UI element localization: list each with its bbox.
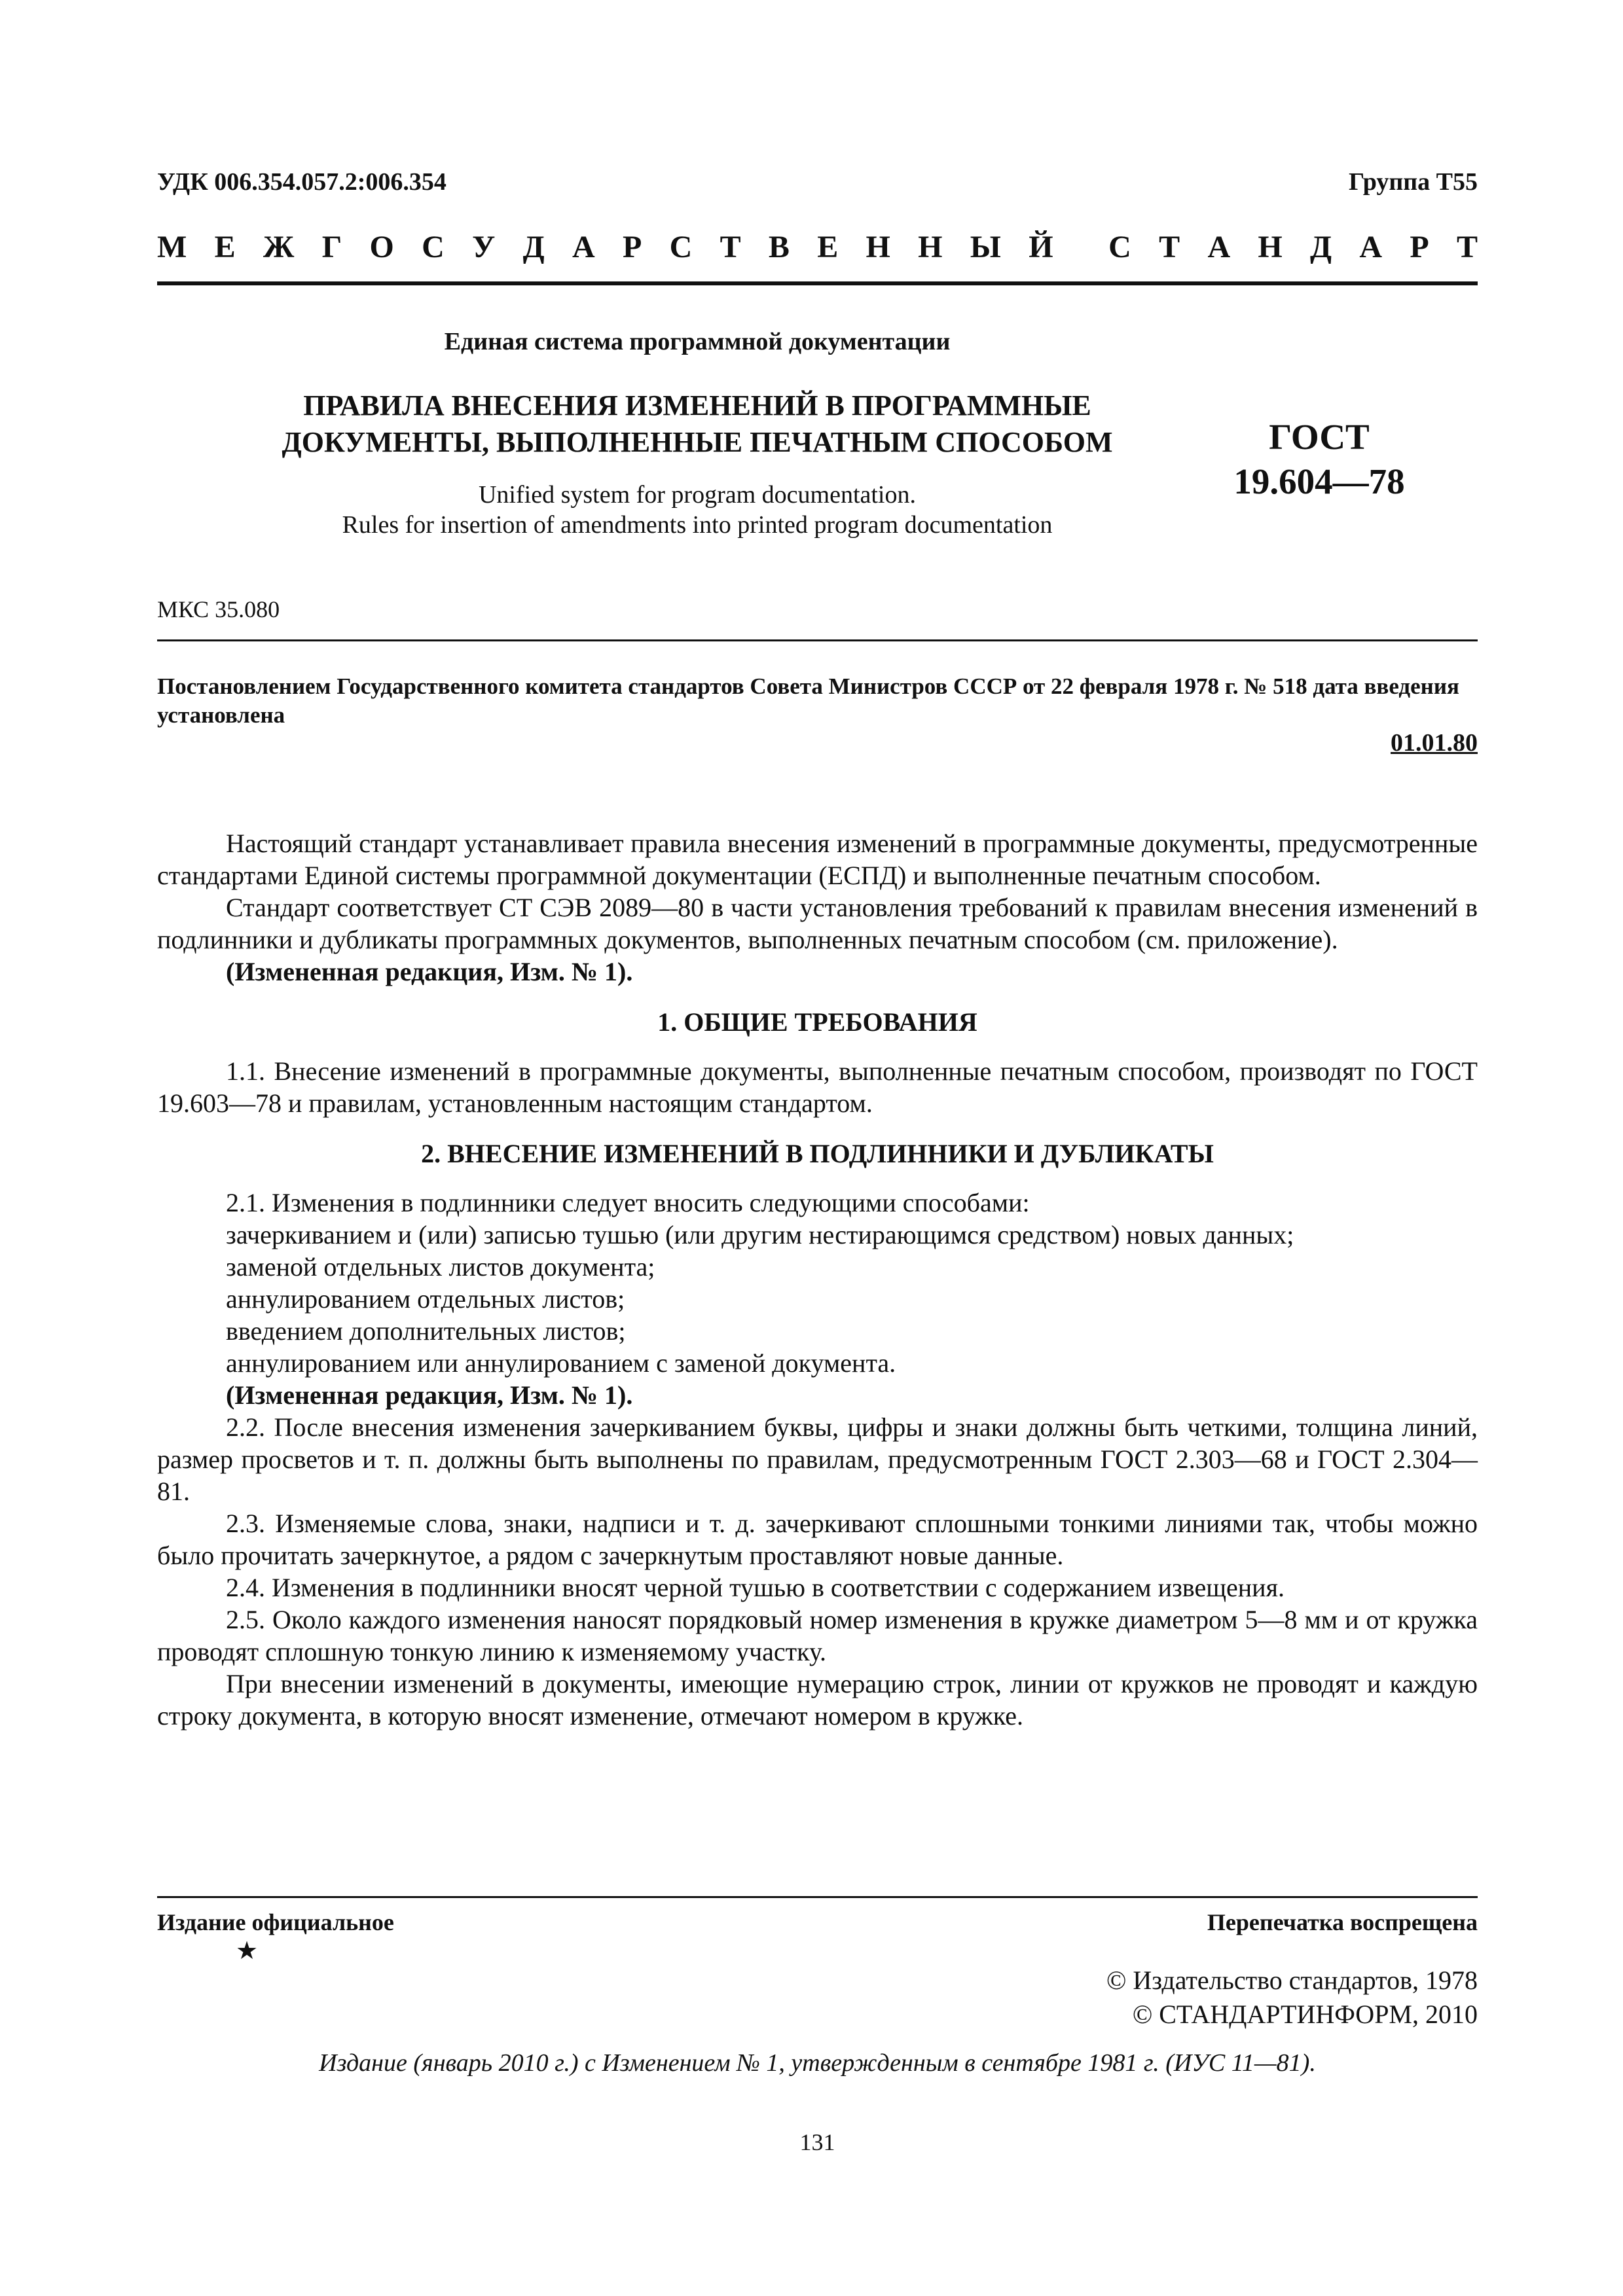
list-item: аннулированием отдельных листов; xyxy=(226,1284,625,1314)
clause-1-1: 1.1. Внесение изменений в программные документы, выполненные печатным способом, производят по ГОСТ 19.603—78 и правилам, установленным настоящим стандартом. xyxy=(157,1056,1478,1118)
page-number: 131 xyxy=(799,2129,835,2155)
heading-letter: Ы xyxy=(970,230,1001,264)
heading-letter: С xyxy=(669,230,693,264)
copyright-publisher: © Издательство стандартов, 1978 xyxy=(1106,1965,1478,1995)
mks-rule xyxy=(157,639,1478,641)
heading-letter: М xyxy=(157,230,187,264)
heading-letter: О xyxy=(369,230,394,264)
clause-2-2: 2.2. После внесения изменения зачеркиванием буквы, цифры и знаки должны быть четкими, толщина линий, размер просветов и т. п. должны быть выполнены по правилам, предусмотренным ГОСТ 2.303—68 и ГОСТ 2.304—81. xyxy=(157,1412,1478,1506)
heading-letter: Р xyxy=(1410,230,1429,264)
english-title-line-1: Unified system for program documentation. xyxy=(478,481,916,509)
introduction-date: 01.01.80 xyxy=(1391,729,1478,757)
clause-2-5-note: При внесении изменений в документы, имеющие нумерацию строк, линии от кружков не проводят и каждую строку документа, в которую вносят изменение, отмечают номером в кружке. xyxy=(157,1669,1478,1731)
english-title xyxy=(157,480,1237,540)
mks-code: МКС 35.080 xyxy=(157,596,280,622)
heading-letter: В xyxy=(768,230,790,264)
heading-letter: С xyxy=(422,230,445,264)
list-item: зачеркиванием и (или) записью тушью (или другим нестирающимся средством) новых данных; xyxy=(226,1220,1294,1249)
paragraph-scope: Настоящий стандарт устанавливает правила внесения изменений в программные документы, предусмотренные стандартами Единой системы программной документации (ЕСПД) и выполненные печатным способом. xyxy=(157,829,1478,890)
clause-2-3: 2.3. Изменяемые слова, знаки, надписи и т. д. зачеркивают сплошными тонкими линиями так, чтобы можно было прочитать зачеркнутое, а рядом с зачеркнутым проставляют новые данные. xyxy=(157,1509,1478,1570)
amendment-note: (Измененная редакция, Изм. № 1). xyxy=(226,1380,633,1410)
amendment-note: (Измененная редакция, Изм. № 1). xyxy=(226,957,633,986)
heading-letter: Н xyxy=(1258,230,1283,264)
clause-2-4: 2.4. Изменения в подлинники вносят черной тушью в соответствии с содержанием извещения. xyxy=(226,1573,1285,1602)
document-title xyxy=(157,387,1237,461)
section-heading-1: 1. ОБЩИЕ ТРЕБОВАНИЯ xyxy=(657,1007,977,1037)
interstate-standard-heading xyxy=(157,229,1478,265)
heading-letter: С xyxy=(1108,230,1131,264)
star-icon: ★ xyxy=(236,1937,259,1965)
gost-designation xyxy=(1165,415,1473,504)
heading-letter: Й xyxy=(1029,230,1053,264)
system-name: Единая система программной документации xyxy=(444,328,951,355)
heading-letter: Е xyxy=(817,230,839,264)
heading-letter: А xyxy=(1359,230,1383,264)
paragraph-compliance: Стандарт соответствует СТ СЭВ 2089—80 в части установления требований к правилам внесения изменений в подлинники и дубликаты программных документов, выполненных печатным способом (см. приложение). xyxy=(157,893,1478,954)
heading-letter: Р xyxy=(622,230,642,264)
heading-letter: Е xyxy=(214,230,236,264)
clause-2-5: 2.5. Около каждого изменения наносят порядковый номер изменения в кружке диаметром 5—8 мм и от кружка проводят сплошную тонкую линию к изменяемому участку. xyxy=(157,1605,1478,1666)
footer-rule xyxy=(157,1896,1478,1898)
heading-letter: А xyxy=(1207,230,1231,264)
heading-letter: Т xyxy=(1456,230,1478,264)
list-item: заменой отдельных листов документа; xyxy=(226,1252,655,1282)
heading-letter: Ж xyxy=(263,230,295,264)
heading-letter: Т xyxy=(1159,230,1180,264)
gost-label: ГОСТ xyxy=(1269,417,1370,457)
reprint-prohibited-label: Перепечатка воспрещена xyxy=(1207,1909,1478,1935)
title-line-1: ПРАВИЛА ВНЕСЕНИЯ ИЗМЕНЕНИЙ В ПРОГРАММНЫЕ xyxy=(303,389,1091,422)
copyright-standartinform: © СТАНДАРТИНФОРМ, 2010 xyxy=(1132,2000,1478,2029)
list-item: введением дополнительных листов; xyxy=(226,1316,626,1346)
list-item: аннулированием или аннулированием с заменой документа. xyxy=(226,1348,896,1378)
heading-letter: Т xyxy=(720,230,741,264)
heading-letter: Н xyxy=(866,230,890,264)
title-line-2: ДОКУМЕНТЫ, ВЫПОЛНЕННЫЕ ПЕЧАТНЫМ СПОСОБОМ xyxy=(282,426,1113,458)
udk-code: УДК 006.354.057.2:006.354 xyxy=(157,168,447,196)
group-code: Группа Т55 xyxy=(1348,168,1478,196)
heading-letter: Д xyxy=(1310,230,1332,264)
heading-letter: Д xyxy=(522,230,545,264)
copyright-block xyxy=(1106,1964,1478,2032)
heading-letter: А xyxy=(572,230,595,264)
heading-letter: У xyxy=(472,230,496,264)
edition-note: Издание (январь 2010 г.) с Изменением № 1, утвержденным в сентябре 1981 г. (ИУС 11—81). xyxy=(319,2049,1316,2077)
heading-letter: Г xyxy=(321,230,342,264)
english-title-line-2: Rules for insertion of amendments into printed program documentation xyxy=(342,511,1053,539)
gost-number: 19.604—78 xyxy=(1233,461,1405,501)
official-edition-label: Издание официальное xyxy=(157,1909,394,1935)
clause-2-1: 2.1. Изменения в подлинники следует вносить следующими способами: xyxy=(226,1188,1030,1217)
resolution-text: Постановлением Государственного комитета стандартов Совета Министров СССР от 22 февраля 1978 г. № 518 дата введения установлена xyxy=(157,673,1459,728)
header-rule xyxy=(157,281,1478,285)
body-text xyxy=(157,827,1478,1732)
heading-letter: Н xyxy=(918,230,943,264)
section-heading-2: 2. ВНЕСЕНИЕ ИЗМЕНЕНИЙ В ПОДЛИННИКИ И ДУБЛИКАТЫ xyxy=(421,1139,1214,1168)
